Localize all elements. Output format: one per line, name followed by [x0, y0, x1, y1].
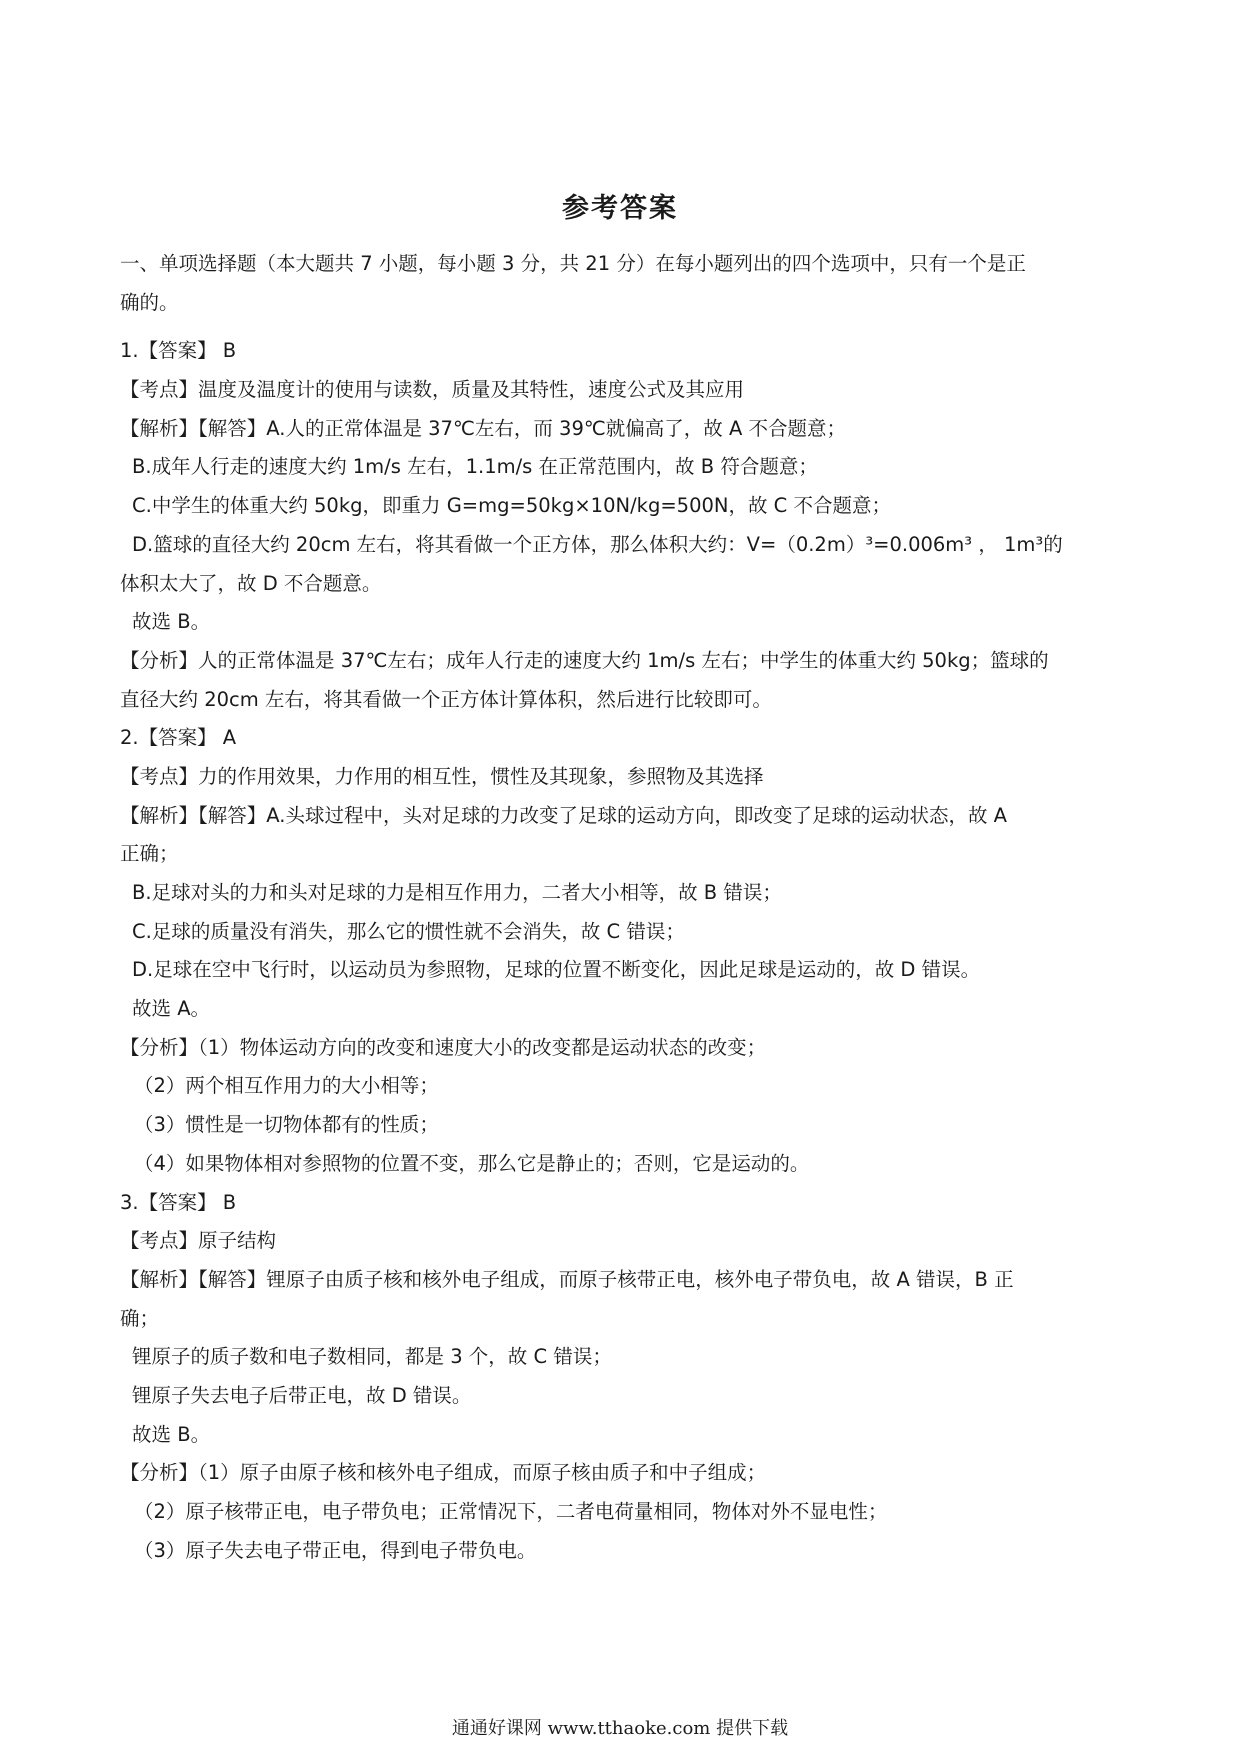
q3-solution-d: 锂原子失去电子后带正电，故 D 错误。	[132, 1383, 472, 1407]
q3-analysis: 【分析】（1）原子由原子核和核外电子组成，而原子核由质子和中子组成；	[120, 1461, 767, 1485]
section-heading-cont: 确的。	[120, 290, 179, 314]
section-heading: 一、单项选择题（本大题共 7 小题，每小题 3 分，共 21 分）在每小题列出的四个选项中，只有一个是正	[120, 252, 1026, 275]
q2-analysis-2: （2）两个相互作用力的大小相等；	[134, 1074, 439, 1098]
q3-solution: 【解析】【解答】锂原子由质子核和核外电子组成，而原子核带正电，核外电子带负电，故 A 错误，B 正	[120, 1267, 1014, 1291]
q2-solution-d: D.足球在空中飞行时，以运动员为参照物，足球的位置不断变化，因此足球是运动的，故 D 错误。	[132, 958, 981, 982]
q2-answer: 2.【答案】 A	[120, 726, 237, 750]
q3-choice: 故选 B。	[132, 1422, 211, 1446]
q1-knowledge-point: 【考点】温度及温度计的使用与读数，质量及其特性，速度公式及其应用	[120, 378, 745, 402]
q1-analysis-cont: 直径大约 20cm 左右，将其看做一个正方体计算体积，然后进行比较即可。	[120, 687, 772, 711]
q3-solution-cont: 确；	[120, 1306, 160, 1330]
q2-analysis: 【分析】（1）物体运动方向的改变和速度大小的改变都是运动状态的改变；	[120, 1035, 767, 1059]
q1-solution-c: C.中学生的体重大约 50kg，即重力 G=mg=50kg×10N/kg=500N，故 C 不合题意；	[132, 494, 891, 518]
q1-choice: 故选 B。	[132, 610, 211, 634]
q2-solution: 【解析】【解答】A.头球过程中，头对足球的力改变了足球的运动方向，即改变了足球的运动状态，故 A	[120, 803, 1007, 827]
q2-analysis-4: （4）如果物体相对参照物的位置不变，那么它是静止的；否则，它是运动的。	[134, 1151, 810, 1175]
q3-answer: 3.【答案】 B	[120, 1190, 237, 1214]
q2-solution-cont: 正确；	[120, 842, 179, 866]
answer-content	[120, 245, 1130, 1570]
footer-source: 通通好课网 www.tthaoke.com 提供下载	[451, 1718, 789, 1739]
q1-answer: 1.【答案】 B	[120, 339, 237, 363]
q3-analysis-3: （3）原子失去电子带正电，得到电子带负电。	[134, 1538, 537, 1562]
q2-solution-b: B.足球对头的力和头对足球的力是相互作用力，二者大小相等，故 B 错误；	[132, 881, 782, 904]
q3-analysis-2: （2）原子核带正电，电子带负电；正常情况下，二者电荷量相同，物体对外不显电性；	[134, 1500, 888, 1523]
q3-solution-c: 锂原子的质子数和电子数相同，都是 3 个，故 C 错误；	[132, 1345, 612, 1369]
q1-analysis: 【分析】人的正常体温是 37℃左右；成年人行走的速度大约 1m/s 左右；中学生的体重大约 50kg；篮球的	[120, 648, 1049, 672]
page-title: 参考答案	[562, 193, 678, 224]
q1-solution-b: B.成年人行走的速度大约 1m/s 左右，1.1m/s 在正常范围内，故 B 符合题意；	[132, 455, 818, 479]
q1-solution: 【解析】【解答】A.人的正常体温是 37℃左右，而 39℃就偏高了，故 A 不合题意；	[120, 416, 847, 440]
q1-solution-d-cont: 体积太大了，故 D 不合题意。	[120, 571, 382, 595]
q2-knowledge-point: 【考点】力的作用效果，力作用的相互性，惯性及其现象，参照物及其选择	[120, 764, 764, 788]
q2-choice: 故选 A。	[132, 997, 211, 1021]
q2-analysis-3: （3）惯性是一切物体都有的性质；	[134, 1113, 439, 1137]
q1-solution-d: D.篮球的直径大约 20cm 左右，将其看做一个正方体，那么体积大约：V=（0.2m）³=0.006m³ ， 1m³的	[132, 532, 1063, 556]
q2-solution-c: C.足球的质量没有消失，那么它的惯性就不会消失，故 C 错误；	[132, 919, 685, 943]
q3-knowledge-point: 【考点】原子结构	[120, 1229, 277, 1253]
